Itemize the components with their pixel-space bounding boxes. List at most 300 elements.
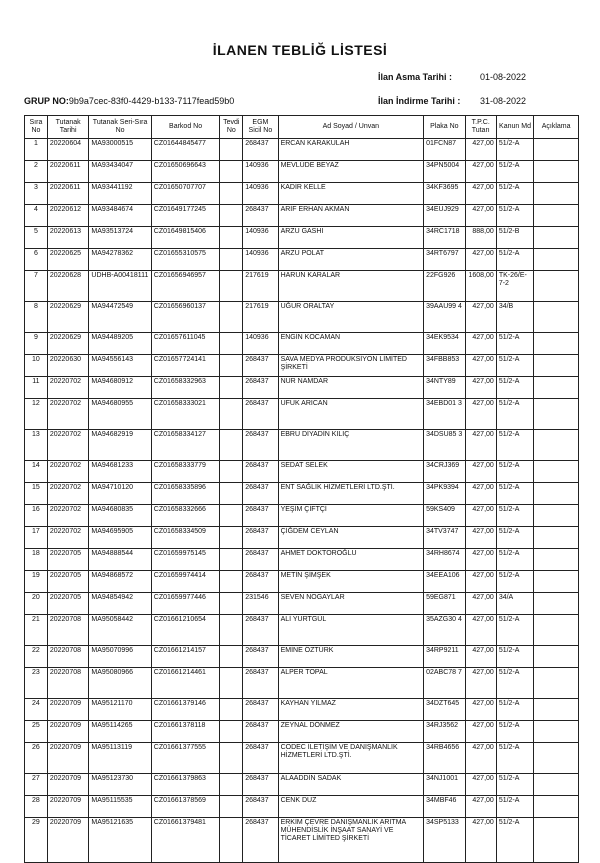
cell-aciklama xyxy=(534,333,579,355)
cell-barkod: CZ01650707707 xyxy=(151,183,220,205)
col-sira: Sıra No xyxy=(25,116,48,139)
cell-tutar: 427,00 xyxy=(465,399,496,430)
cell-seri: MA94681233 xyxy=(89,461,151,483)
cell-plaka: 35AZG30 4 xyxy=(424,615,466,646)
cell-plaka: 34PK9394 xyxy=(424,483,466,505)
cell-aciklama xyxy=(534,505,579,527)
cell-tarih: 20220612 xyxy=(47,205,89,227)
cell-aciklama xyxy=(534,302,579,333)
cell-tutar: 427,00 xyxy=(465,139,496,161)
cell-tarih: 20220705 xyxy=(47,571,89,593)
cell-plaka: 34EUJ929 xyxy=(424,205,466,227)
cell-sira: 23 xyxy=(25,668,48,699)
cell-tarih: 20220709 xyxy=(47,796,89,818)
cell-tutar: 427,00 xyxy=(465,377,496,399)
cell-tevdi xyxy=(220,549,243,571)
cell-seri: MA95058442 xyxy=(89,615,151,646)
cell-tutar: 427,00 xyxy=(465,483,496,505)
cell-tevdi xyxy=(220,774,243,796)
cell-plaka: 34RH8674 xyxy=(424,549,466,571)
cell-seri: MA94680955 xyxy=(89,399,151,430)
cell-sira: 7 xyxy=(25,271,48,302)
cell-sira: 19 xyxy=(25,571,48,593)
table-row xyxy=(25,796,579,818)
cell-kanun: TK-26/E-7-2 xyxy=(496,271,533,302)
cell-seri: MA95115535 xyxy=(89,796,151,818)
cell-aciklama xyxy=(534,271,579,302)
cell-ad: EBRU DİYADİN KILIÇ xyxy=(278,430,424,461)
table-row xyxy=(25,399,579,430)
cell-ad: SAVA MEDYA PRODÜKSİYON LİMİTED ŞİRKETİ xyxy=(278,355,424,377)
cell-tevdi xyxy=(220,333,243,355)
table-row xyxy=(25,461,579,483)
cell-ad: CODEC İLETİŞİM VE DANIŞMANLIK HİZMETLERİ LTD.ŞTİ. xyxy=(278,743,424,774)
cell-aciklama xyxy=(534,399,579,430)
cell-kanun: 51/2-A xyxy=(496,796,533,818)
cell-aciklama xyxy=(534,161,579,183)
cell-kanun: 51/2-A xyxy=(496,549,533,571)
cell-tarih: 20220702 xyxy=(47,399,89,430)
col-tarih: Tutanak Tarihi xyxy=(47,116,89,139)
cell-seri: MA94682919 xyxy=(89,430,151,461)
cell-seri: MA94278362 xyxy=(89,249,151,271)
cell-barkod: CZ01656946957 xyxy=(151,271,220,302)
cell-tutar: 427,00 xyxy=(465,205,496,227)
cell-egm: 268437 xyxy=(243,355,278,377)
cell-sira: 14 xyxy=(25,461,48,483)
cell-sira: 16 xyxy=(25,505,48,527)
cell-sira: 1 xyxy=(25,139,48,161)
cell-sira: 10 xyxy=(25,355,48,377)
cell-sira: 18 xyxy=(25,549,48,571)
cell-tutar: 427,00 xyxy=(465,721,496,743)
cell-tutar: 427,00 xyxy=(465,333,496,355)
cell-plaka: 34RB4656 xyxy=(424,743,466,774)
cell-kanun: 51/2-A xyxy=(496,505,533,527)
cell-plaka: 34RP9211 xyxy=(424,646,466,668)
cell-seri: MA94680912 xyxy=(89,377,151,399)
ilan-asma-value: 01-08-2022 xyxy=(480,72,527,82)
cell-sira: 27 xyxy=(25,774,48,796)
cell-tutar: 427,00 xyxy=(465,774,496,796)
cell-barkod: CZ01655310575 xyxy=(151,249,220,271)
cell-seri: MA93484674 xyxy=(89,205,151,227)
cell-sira: 2 xyxy=(25,161,48,183)
cell-barkod: CZ01657611045 xyxy=(151,333,220,355)
cell-tarih: 20220702 xyxy=(47,430,89,461)
ilan-asma-label: İlan Asma Tarihi : xyxy=(378,72,453,82)
cell-ad: ZEYNAL DÖNMEZ xyxy=(278,721,424,743)
cell-barkod: CZ01661378118 xyxy=(151,721,220,743)
cell-aciklama xyxy=(534,796,579,818)
cell-seri: MA95121635 xyxy=(89,818,151,863)
cell-seri: MA93441192 xyxy=(89,183,151,205)
table-row xyxy=(25,646,579,668)
cell-tarih: 20220625 xyxy=(47,249,89,271)
cell-tutar: 427,00 xyxy=(465,699,496,721)
cell-egm: 140936 xyxy=(243,249,278,271)
table-row xyxy=(25,527,579,549)
cell-ad: METİN ŞİMŞEK xyxy=(278,571,424,593)
cell-aciklama xyxy=(534,549,579,571)
cell-sira: 5 xyxy=(25,227,48,249)
cell-sira: 9 xyxy=(25,333,48,355)
cell-ad: ARİF ERHAN AKMAN xyxy=(278,205,424,227)
cell-tutar: 427,00 xyxy=(465,355,496,377)
cell-kanun: 51/2-A xyxy=(496,399,533,430)
cell-tarih: 20220613 xyxy=(47,227,89,249)
cell-sira: 25 xyxy=(25,721,48,743)
cell-sira: 12 xyxy=(25,399,48,430)
col-egm: EGM Sicil No xyxy=(243,116,278,139)
cell-tutar: 888,00 xyxy=(465,227,496,249)
cell-seri: MA95121170 xyxy=(89,699,151,721)
cell-egm: 268437 xyxy=(243,549,278,571)
cell-egm: 231546 xyxy=(243,593,278,615)
cell-sira: 26 xyxy=(25,743,48,774)
cell-kanun: 51/2-A xyxy=(496,571,533,593)
cell-sira: 6 xyxy=(25,249,48,271)
cell-barkod: CZ01644845477 xyxy=(151,139,220,161)
cell-barkod: CZ01661214461 xyxy=(151,668,220,699)
cell-tarih: 20220702 xyxy=(47,377,89,399)
ilan-indirme-value: 31-08-2022 xyxy=(480,96,527,106)
table-row xyxy=(25,271,579,302)
cell-ad: ALİ YURTGÜL xyxy=(278,615,424,646)
cell-seri: MA93434047 xyxy=(89,161,151,183)
cell-tarih: 20220702 xyxy=(47,483,89,505)
cell-tutar: 427,00 xyxy=(465,796,496,818)
cell-aciklama xyxy=(534,430,579,461)
cell-barkod: CZ01659974414 xyxy=(151,571,220,593)
grup-no-label: GRUP NO: xyxy=(24,96,69,106)
table-row xyxy=(25,483,579,505)
cell-tarih: 20220708 xyxy=(47,646,89,668)
cell-kanun: 51/2-A xyxy=(496,430,533,461)
cell-tutar: 427,00 xyxy=(465,818,496,863)
cell-ad: EMİNE ÖZTÜRK xyxy=(278,646,424,668)
cell-ad: ENGİN KOCAMAN xyxy=(278,333,424,355)
cell-aciklama xyxy=(534,227,579,249)
cell-egm: 217619 xyxy=(243,302,278,333)
cell-aciklama xyxy=(534,593,579,615)
cell-seri: MA94695905 xyxy=(89,527,151,549)
cell-tarih: 20220709 xyxy=(47,774,89,796)
table-row xyxy=(25,377,579,399)
cell-tutar: 427,00 xyxy=(465,743,496,774)
table-row xyxy=(25,721,579,743)
table-row xyxy=(25,161,579,183)
cell-aciklama xyxy=(534,646,579,668)
cell-tevdi xyxy=(220,743,243,774)
cell-kanun: 34/A xyxy=(496,593,533,615)
cell-tevdi xyxy=(220,205,243,227)
cell-tevdi xyxy=(220,355,243,377)
cell-aciklama xyxy=(534,483,579,505)
table-row xyxy=(25,227,579,249)
table-header-row xyxy=(25,116,579,139)
cell-seri: MA93513724 xyxy=(89,227,151,249)
cell-sira: 17 xyxy=(25,527,48,549)
col-tevdi: Tevdi No xyxy=(220,116,243,139)
cell-tevdi xyxy=(220,527,243,549)
cell-egm: 268437 xyxy=(243,430,278,461)
cell-tevdi xyxy=(220,461,243,483)
cell-barkod: CZ01661377555 xyxy=(151,743,220,774)
cell-barkod: CZ01658333021 xyxy=(151,399,220,430)
cell-egm: 268437 xyxy=(243,483,278,505)
table-row xyxy=(25,571,579,593)
col-barkod: Barkod No xyxy=(151,116,220,139)
cell-barkod: CZ01649815406 xyxy=(151,227,220,249)
cell-aciklama xyxy=(534,818,579,863)
table-row xyxy=(25,430,579,461)
table-row xyxy=(25,549,579,571)
cell-tutar: 427,00 xyxy=(465,571,496,593)
cell-tutar: 427,00 xyxy=(465,249,496,271)
grup-no xyxy=(24,96,234,106)
cell-tarih: 20220709 xyxy=(47,721,89,743)
cell-aciklama xyxy=(534,615,579,646)
cell-ad: KADİR KELLE xyxy=(278,183,424,205)
cell-tevdi xyxy=(220,796,243,818)
cell-kanun: 51/2-A xyxy=(496,249,533,271)
cell-aciklama xyxy=(534,774,579,796)
cell-tevdi xyxy=(220,302,243,333)
cell-ad: ERCAN KARAKULAH xyxy=(278,139,424,161)
cell-plaka: 34CRJ369 xyxy=(424,461,466,483)
cell-kanun: 51/2-A xyxy=(496,646,533,668)
cell-seri: MA95113119 xyxy=(89,743,151,774)
cell-barkod: CZ01650696643 xyxy=(151,161,220,183)
cell-ad: MEVLÜDE BEYAZ xyxy=(278,161,424,183)
cell-plaka: 39AAU99 4 xyxy=(424,302,466,333)
cell-sira: 15 xyxy=(25,483,48,505)
cell-sira: 22 xyxy=(25,646,48,668)
cell-barkod: CZ01657724141 xyxy=(151,355,220,377)
col-kanun: Kanun Md xyxy=(496,116,533,139)
cell-plaka: 34NJ1001 xyxy=(424,774,466,796)
table-row xyxy=(25,355,579,377)
cell-tarih: 20220628 xyxy=(47,271,89,302)
cell-tevdi xyxy=(220,377,243,399)
cell-egm: 268437 xyxy=(243,615,278,646)
cell-tarih: 20220629 xyxy=(47,333,89,355)
cell-egm: 268437 xyxy=(243,774,278,796)
cell-kanun: 51/2-A xyxy=(496,461,533,483)
cell-ad: SEVEN NOGAYLAR xyxy=(278,593,424,615)
cell-barkod: CZ01661210654 xyxy=(151,615,220,646)
cell-barkod: CZ01661378569 xyxy=(151,796,220,818)
cell-ad: CENK DUZ xyxy=(278,796,424,818)
cell-egm: 217619 xyxy=(243,271,278,302)
cell-aciklama xyxy=(534,571,579,593)
table-row xyxy=(25,668,579,699)
teblig-table xyxy=(24,115,579,863)
cell-tevdi xyxy=(220,505,243,527)
cell-barkod: CZ01659977446 xyxy=(151,593,220,615)
cell-egm: 268437 xyxy=(243,571,278,593)
table-row xyxy=(25,699,579,721)
cell-kanun: 51/2-A xyxy=(496,161,533,183)
cell-kanun: 51/2-A xyxy=(496,668,533,699)
ilan-indirme-label: İlan İndirme Tarihi : xyxy=(378,96,461,106)
cell-sira: 4 xyxy=(25,205,48,227)
cell-kanun: 51/2-A xyxy=(496,139,533,161)
cell-plaka: 34EBD01 3 xyxy=(424,399,466,430)
cell-plaka: 34TV3747 xyxy=(424,527,466,549)
cell-seri: MA95070996 xyxy=(89,646,151,668)
cell-tutar: 427,00 xyxy=(465,593,496,615)
cell-seri: MA95080966 xyxy=(89,668,151,699)
cell-tarih: 20220709 xyxy=(47,699,89,721)
cell-aciklama xyxy=(534,249,579,271)
cell-tutar: 427,00 xyxy=(465,302,496,333)
cell-barkod: CZ01658334509 xyxy=(151,527,220,549)
cell-tutar: 427,00 xyxy=(465,161,496,183)
cell-tevdi xyxy=(220,271,243,302)
cell-seri: MA94680835 xyxy=(89,505,151,527)
table-row xyxy=(25,139,579,161)
table-row xyxy=(25,333,579,355)
cell-egm: 268437 xyxy=(243,377,278,399)
cell-kanun: 51/2-A xyxy=(496,721,533,743)
cell-tutar: 427,00 xyxy=(465,549,496,571)
cell-ad: NUR NAMDAR xyxy=(278,377,424,399)
cell-kanun: 51/2-A xyxy=(496,483,533,505)
cell-tarih: 20220709 xyxy=(47,743,89,774)
cell-plaka: 59KS409 xyxy=(424,505,466,527)
cell-plaka: 34SP5133 xyxy=(424,818,466,863)
cell-barkod: CZ01658332666 xyxy=(151,505,220,527)
cell-plaka: 34RT6797 xyxy=(424,249,466,271)
grup-no-value: 9b9a7cec-83f0-4429-b133-7117fead59b0 xyxy=(68,96,235,106)
cell-sira: 8 xyxy=(25,302,48,333)
cell-seri: MA93000515 xyxy=(89,139,151,161)
cell-tevdi xyxy=(220,249,243,271)
cell-ad: YEŞİM ÇİFTÇİ xyxy=(278,505,424,527)
col-tutar: T.P.C. Tutarı xyxy=(465,116,496,139)
cell-tevdi xyxy=(220,139,243,161)
cell-barkod: CZ01649177245 xyxy=(151,205,220,227)
cell-sira: 24 xyxy=(25,699,48,721)
cell-seri: UDHB-A00418111 xyxy=(89,271,151,302)
cell-aciklama xyxy=(534,668,579,699)
table-body xyxy=(25,139,579,863)
cell-aciklama xyxy=(534,721,579,743)
cell-kanun: 51/2-B xyxy=(496,227,533,249)
cell-kanun: 51/2-A xyxy=(496,818,533,863)
table-row xyxy=(25,593,579,615)
cell-plaka: 34NTY89 xyxy=(424,377,466,399)
cell-barkod: CZ01661379481 xyxy=(151,818,220,863)
cell-egm: 140936 xyxy=(243,183,278,205)
cell-seri: MA94556143 xyxy=(89,355,151,377)
cell-tarih: 20220702 xyxy=(47,505,89,527)
cell-tevdi xyxy=(220,615,243,646)
cell-tutar: 427,00 xyxy=(465,615,496,646)
cell-tarih: 20220708 xyxy=(47,615,89,646)
cell-tarih: 20220705 xyxy=(47,549,89,571)
cell-ad: ENT SAĞLIK HİZMETLERİ LTD.ŞTİ. xyxy=(278,483,424,505)
cell-plaka: 34RC1718 xyxy=(424,227,466,249)
cell-tarih: 20220611 xyxy=(47,161,89,183)
cell-aciklama xyxy=(534,699,579,721)
cell-tevdi xyxy=(220,483,243,505)
cell-aciklama xyxy=(534,355,579,377)
cell-kanun: 51/2-A xyxy=(496,699,533,721)
table-row xyxy=(25,302,579,333)
cell-aciklama xyxy=(534,461,579,483)
cell-ad: ALPER TOPAL xyxy=(278,668,424,699)
cell-seri: MA94888544 xyxy=(89,549,151,571)
cell-plaka: 34MBF46 xyxy=(424,796,466,818)
cell-egm: 268437 xyxy=(243,699,278,721)
cell-tevdi xyxy=(220,818,243,863)
cell-egm: 268437 xyxy=(243,646,278,668)
cell-ad: SEDAT SELEK xyxy=(278,461,424,483)
cell-egm: 268437 xyxy=(243,721,278,743)
cell-ad: HARUN KARALAR xyxy=(278,271,424,302)
cell-egm: 268437 xyxy=(243,796,278,818)
cell-tarih: 20220630 xyxy=(47,355,89,377)
cell-aciklama xyxy=(534,743,579,774)
cell-sira: 3 xyxy=(25,183,48,205)
table-row xyxy=(25,249,579,271)
cell-barkod: CZ01658332963 xyxy=(151,377,220,399)
cell-kanun: 51/2-A xyxy=(496,333,533,355)
cell-ad: UFUK ARICAN xyxy=(278,399,424,430)
cell-kanun: 51/2-A xyxy=(496,205,533,227)
cell-egm: 268437 xyxy=(243,505,278,527)
cell-seri: MA94472549 xyxy=(89,302,151,333)
cell-tevdi xyxy=(220,430,243,461)
cell-egm: 140936 xyxy=(243,333,278,355)
cell-sira: 28 xyxy=(25,796,48,818)
cell-sira: 20 xyxy=(25,593,48,615)
cell-plaka: 01FCN87 xyxy=(424,139,466,161)
cell-tevdi xyxy=(220,593,243,615)
cell-tevdi xyxy=(220,227,243,249)
cell-seri: MA94710120 xyxy=(89,483,151,505)
cell-kanun: 51/2-A xyxy=(496,615,533,646)
cell-egm: 140936 xyxy=(243,161,278,183)
cell-plaka: 34EEA106 xyxy=(424,571,466,593)
cell-aciklama xyxy=(534,183,579,205)
cell-tarih: 20220702 xyxy=(47,527,89,549)
cell-kanun: 51/2-A xyxy=(496,743,533,774)
cell-tevdi xyxy=(220,699,243,721)
cell-egm: 268437 xyxy=(243,399,278,430)
table-row xyxy=(25,615,579,646)
cell-tevdi xyxy=(220,183,243,205)
cell-plaka: 34FBB853 xyxy=(424,355,466,377)
table-row xyxy=(25,743,579,774)
cell-sira: 11 xyxy=(25,377,48,399)
cell-tevdi xyxy=(220,571,243,593)
cell-egm: 268437 xyxy=(243,818,278,863)
cell-ad: UĞUR ORALTAY xyxy=(278,302,424,333)
cell-plaka: 34DSU85 3 xyxy=(424,430,466,461)
cell-sira: 29 xyxy=(25,818,48,863)
cell-kanun: 51/2-A xyxy=(496,183,533,205)
cell-barkod: CZ01658334127 xyxy=(151,430,220,461)
cell-tarih: 20220702 xyxy=(47,461,89,483)
cell-ad: ARZU POLAT xyxy=(278,249,424,271)
cell-tarih: 20220708 xyxy=(47,668,89,699)
cell-plaka: 34RJ3562 xyxy=(424,721,466,743)
col-aciklama: Açıklama xyxy=(534,116,579,139)
